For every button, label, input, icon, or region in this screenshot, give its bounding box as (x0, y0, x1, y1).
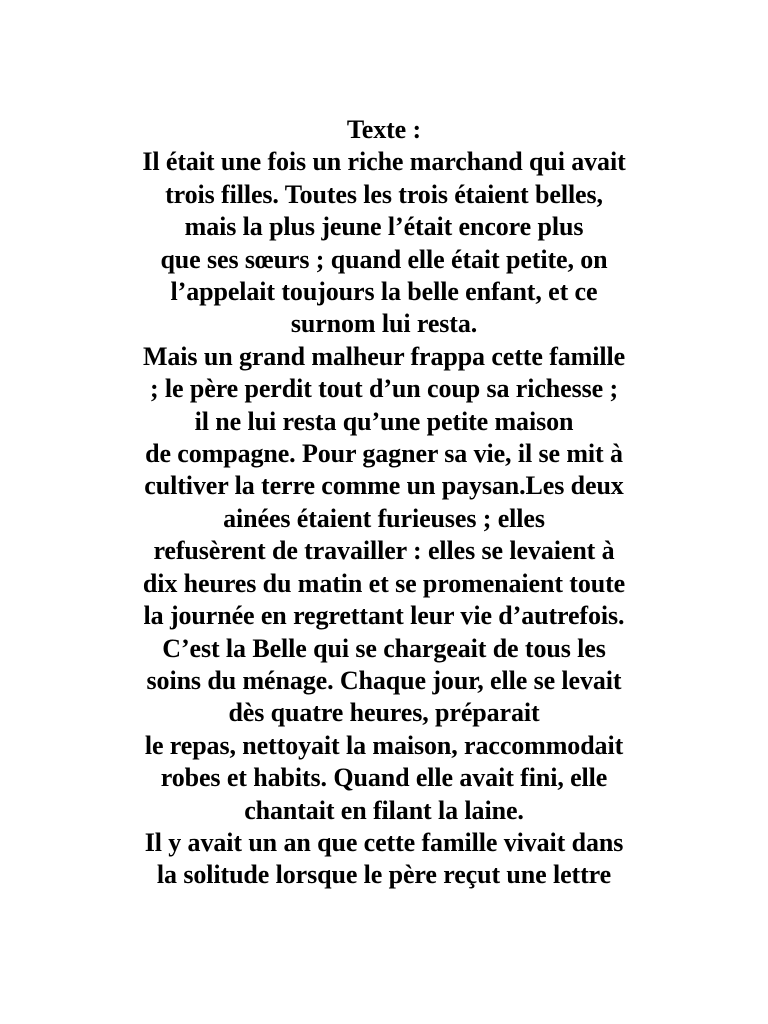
text-line: le repas, nettoyait la maison, raccommodait (144, 730, 624, 760)
document-page (0, 114, 768, 892)
text-line: ainées étaient furieuses ; elles (223, 503, 545, 533)
text-line: la journée en regrettant leur vie d’autrefois. (143, 601, 625, 631)
text-line: de compagne. Pour gagner sa vie, il se mit à (145, 439, 623, 469)
text-line: mais la plus jeune l’était encore plus (184, 212, 584, 242)
text-line: soins du ménage. Chaque jour, elle se levait (146, 665, 622, 695)
text-line: refusèrent de travailler : elles se levaient à (153, 536, 615, 566)
text-line: la solitude lorsque le père reçut une lettre (156, 860, 612, 890)
text-line: Mais un grand malheur frappa cette famille (142, 341, 626, 371)
document-heading: Texte : (346, 115, 422, 144)
text-line: que ses sœurs ; quand elle était petite, on (160, 244, 608, 274)
text-line: il ne lui resta qu’une petite maison (194, 406, 574, 436)
text-line: dix heures du matin et se promenaient toute (142, 568, 626, 598)
text-line: l’appelait toujours la belle enfant, et ce (170, 277, 598, 307)
text-line: dès quatre heures, préparait (228, 698, 540, 728)
text-line: trois filles. Toutes les trois étaient belles, (165, 179, 603, 209)
text-line: cultiver la terre comme un paysan.Les deux (144, 471, 624, 501)
text-line: surnom lui resta. (290, 309, 478, 339)
text-line: Il y avait un an que cette famille vivait dans (144, 827, 624, 857)
text-line: ; le père perdit tout d’un coup sa richesse ; (149, 374, 619, 404)
text-line: C’est la Belle qui se chargeait de tous les (162, 633, 606, 663)
text-line: robes et habits. Quand elle avait fini, elle (160, 763, 608, 793)
text-line: chantait en filant la laine. (244, 795, 524, 825)
text-line: Il était une fois un riche marchand qui avait (142, 147, 626, 177)
